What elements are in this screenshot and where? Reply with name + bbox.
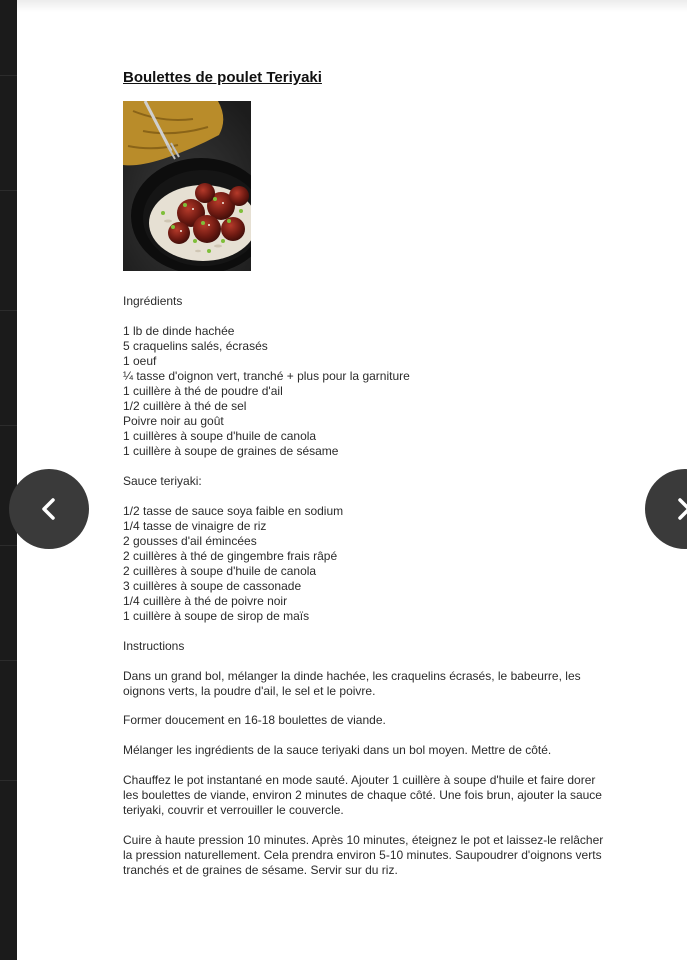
ingredients-heading: Ingrédients — [123, 294, 183, 308]
instruction-step: Former doucement en 16-18 boulettes de viande. — [123, 713, 386, 727]
chevron-right-icon — [673, 496, 687, 522]
recipe-title: Boulettes de poulet Teriyaki — [123, 69, 322, 86]
sauce-heading: Sauce teriyaki: — [123, 474, 202, 488]
chevron-left-icon — [38, 496, 60, 522]
ingredient-item: 1/2 cuillère à thé de sel — [123, 399, 247, 413]
sauce-item: 1 cuillère à soupe de sirop de maïs — [123, 609, 310, 623]
ingredient-item: Poivre noir au goût — [123, 414, 224, 428]
sauce-item: 2 cuillères à thé de gingembre frais râpé — [123, 549, 338, 563]
instruction-step: Cuire à haute pression 10 minutes. Après 10 minutes, éteignez le pot et laissez-le relâcher la pression naturellement. Cela prendra environ 5-10 minutes. Saupoudrer d'oignons verts tranchés et de graines de sésame. Servir sur du riz. — [123, 833, 604, 877]
ingredient-item: 1 cuillère à thé de poudre d'ail — [123, 384, 283, 398]
instruction-step: Dans un grand bol, mélanger la dinde hachée, les craquelins écrasés, le babeurre, les oignons verts, la poudre d'ail, le sel et le poivre. — [123, 669, 581, 698]
recipe-photo — [123, 101, 251, 271]
sauce-item: 3 cuillères à soupe de cassonade — [123, 579, 302, 593]
sauce-item: 1/4 cuillère à thé de poivre noir — [123, 594, 288, 608]
next-button[interactable] — [645, 469, 687, 549]
sauce-item: 1/2 tasse de sauce soya faible en sodium — [123, 504, 344, 518]
instruction-step: Chauffez le pot instantané en mode sauté. Ajouter 1 cuillère à soupe d'huile et faire dorer les boulettes de viande, environ 2 minutes de chaque côté. Une fois brun, ajouter la sauce teriyaki, couvrir et verrouiller le couvercle. — [123, 773, 602, 817]
instructions-heading: Instructions — [123, 639, 185, 653]
sauce-item: 2 gousses d'ail émincées — [123, 534, 257, 548]
ingredient-item: ¼ tasse d'oignon vert, tranché + plus pour la garniture — [123, 369, 410, 383]
sauce-item: 1/4 tasse de vinaigre de riz — [123, 519, 267, 533]
left-sidebar — [0, 0, 17, 960]
ingredient-item: 1 cuillères à soupe d'huile de canola — [123, 429, 317, 443]
viewer-top-strip — [17, 0, 687, 12]
previous-button[interactable] — [9, 469, 89, 549]
ingredient-item: 1 oeuf — [123, 354, 157, 368]
ingredient-item: 1 lb de dinde hachée — [123, 324, 235, 338]
sauce-item: 2 cuillères à soupe d'huile de canola — [123, 564, 317, 578]
ingredient-item: 5 craquelins salés, écrasés — [123, 339, 268, 353]
ingredient-item: 1 cuillère à soupe de graines de sésame — [123, 444, 339, 458]
instruction-step: Mélanger les ingrédients de la sauce teriyaki dans un bol moyen. Mettre de côté. — [123, 743, 552, 757]
